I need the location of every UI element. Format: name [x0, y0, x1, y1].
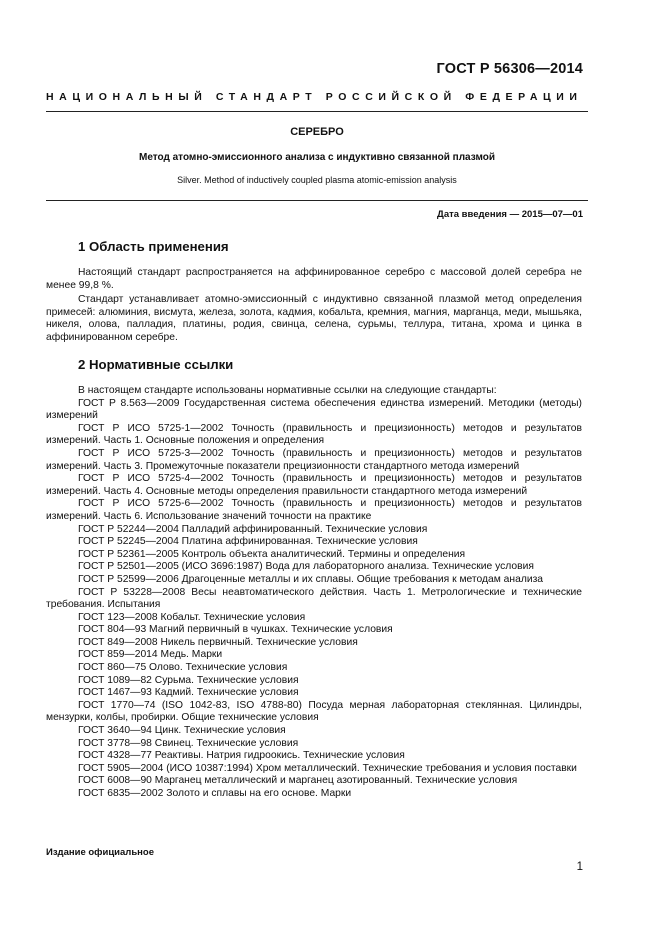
normative-references-list [46, 385, 582, 801]
reference-item: ГОСТ 3778—98 Свинец. Технические условия [78, 737, 299, 749]
reference-item: ГОСТ 804—93 Магний первичный в чушках. Технические условия [78, 624, 393, 636]
reference-item: ГОСТ Р 8.563—2009 Государственная система обеспечения единства измерений. Методики (методы) измерений [46, 397, 582, 422]
reference-item: ГОСТ 1089—82 Сурьма. Технические условия [78, 674, 299, 686]
reference-item: ГОСТ Р ИСО 5725-1—2002 Точность (правильность и прецизионность) методов и результатов измерений. Часть 1. Основные положения и определения [46, 422, 582, 447]
document-subtitle: Метод атомно-эмиссионного анализа с индуктивно связанной плазмой [138, 152, 495, 163]
reference-item: В настоящем стандарте использованы нормативные ссылки на следующие стандарты: [78, 385, 497, 396]
section-1-paragraph: Стандарт устанавливает атомно-эмиссионный с индуктивно связанной плазмой метод определения примесей: алюминия, висмута, железа, золота, кадмия, кобальта, кремния, магния, марганца, меди, мышьяка, никеля, олова, палладия, платины, родия, свинца, селена, сурьмы, теллура, титана, хрома и цинка в аффинированном серебре. [46, 294, 582, 343]
document-subtitle-english: Silver. Method of inductively coupled plasma atomic-emission analysis [177, 175, 457, 185]
reference-item: ГОСТ 1770—74 (ISO 1042-83, ISO 4788-80) Посуда мерная лабораторная стеклянная. Цилиндры, мензурки, колбы, пробирки. Общие технические условия [46, 699, 582, 724]
section-1-body [46, 267, 582, 292]
reference-item: ГОСТ Р 52244—2004 Палладий аффинированный. Технические условия [78, 523, 428, 535]
reference-item: ГОСТ 5905—2004 (ИСО 10387:1994) Хром металлический. Технические требования и условия поставки [78, 762, 577, 774]
reference-item: ГОСТ 6835—2002 Золото и сплавы на его основе. Марки [78, 788, 352, 799]
section-1-body-2 [46, 294, 582, 344]
reference-item: ГОСТ 123—2008 Кобальт. Технические условия [78, 611, 306, 623]
introduction-date: Дата введения — 2015—07—01 [437, 209, 583, 220]
divider-bottom [46, 200, 588, 201]
page-number: 1 [576, 861, 583, 873]
section-1-paragraph: Настоящий стандарт распространяется на аффинированное серебро с массовой долей серебра не менее 99,8 %. [46, 267, 582, 291]
reference-item: ГОСТ 4328—77 Реактивы. Натрия гидроокись. Технические условия [78, 750, 405, 762]
reference-item: ГОСТ Р 52599—2006 Драгоценные металлы и их сплавы. Общие требования к методам анализа [78, 573, 544, 585]
section-1-heading: 1 Область применения [78, 239, 229, 254]
reference-item: ГОСТ Р 53228—2008 Весы неавтоматического действия. Часть 1. Метрологические и технические требования. Испытания [46, 586, 582, 611]
document-title: СЕРЕБРО [290, 126, 344, 138]
reference-item: ГОСТ Р ИСО 5725-4—2002 Точность (правильность и прецизионность) методов и результатов измерений. Часть 4. Основные методы определения правильности стандартного метода измерений [46, 473, 582, 497]
reference-item: ГОСТ Р 52361—2005 Контроль объекта аналитический. Термины и определения [78, 548, 466, 560]
reference-item: ГОСТ 3640—94 Цинк. Технические условия [78, 725, 286, 737]
reference-item: ГОСТ 859—2014 Медь. Марки [78, 649, 223, 661]
section-2-heading: 2 Нормативные ссылки [78, 357, 234, 372]
divider-top [46, 111, 588, 112]
reference-item: ГОСТ Р ИСО 5725-6—2002 Точность (правильность и прецизионность) методов и результатов измерений. Часть 6. Использование значений точности на практике [46, 498, 582, 522]
reference-item: ГОСТ 6008—90 Марганец металлический и марганец азотированный. Технические условия [78, 775, 518, 787]
reference-item: ГОСТ Р 52245—2004 Платина аффинированная. Технические условия [78, 536, 418, 548]
reference-item: ГОСТ 860—75 Олово. Технические условия [78, 662, 288, 674]
official-edition-label: Издание официальное [46, 847, 154, 858]
reference-item: ГОСТ Р ИСО 5725-3—2002 Точность (правильность и прецизионность) методов и результатов измерений. Часть 3. Промежуточные показатели прецизионности стандартного метода измерений [46, 447, 582, 472]
reference-item: ГОСТ 849—2008 Никель первичный. Технические условия [78, 636, 358, 648]
national-standard-banner: НАЦИОНАЛЬНЫЙ СТАНДАРТ РОССИЙСКОЙ ФЕДЕРАЦИИ [46, 91, 583, 103]
reference-item: ГОСТ Р 52501—2005 (ИСО 3696:1987) Вода для лабораторного анализа. Технические условия [78, 561, 534, 573]
document-code: ГОСТ Р 56306—2014 [436, 61, 583, 77]
reference-item: ГОСТ 1467—93 Кадмий. Технические условия [78, 687, 299, 699]
